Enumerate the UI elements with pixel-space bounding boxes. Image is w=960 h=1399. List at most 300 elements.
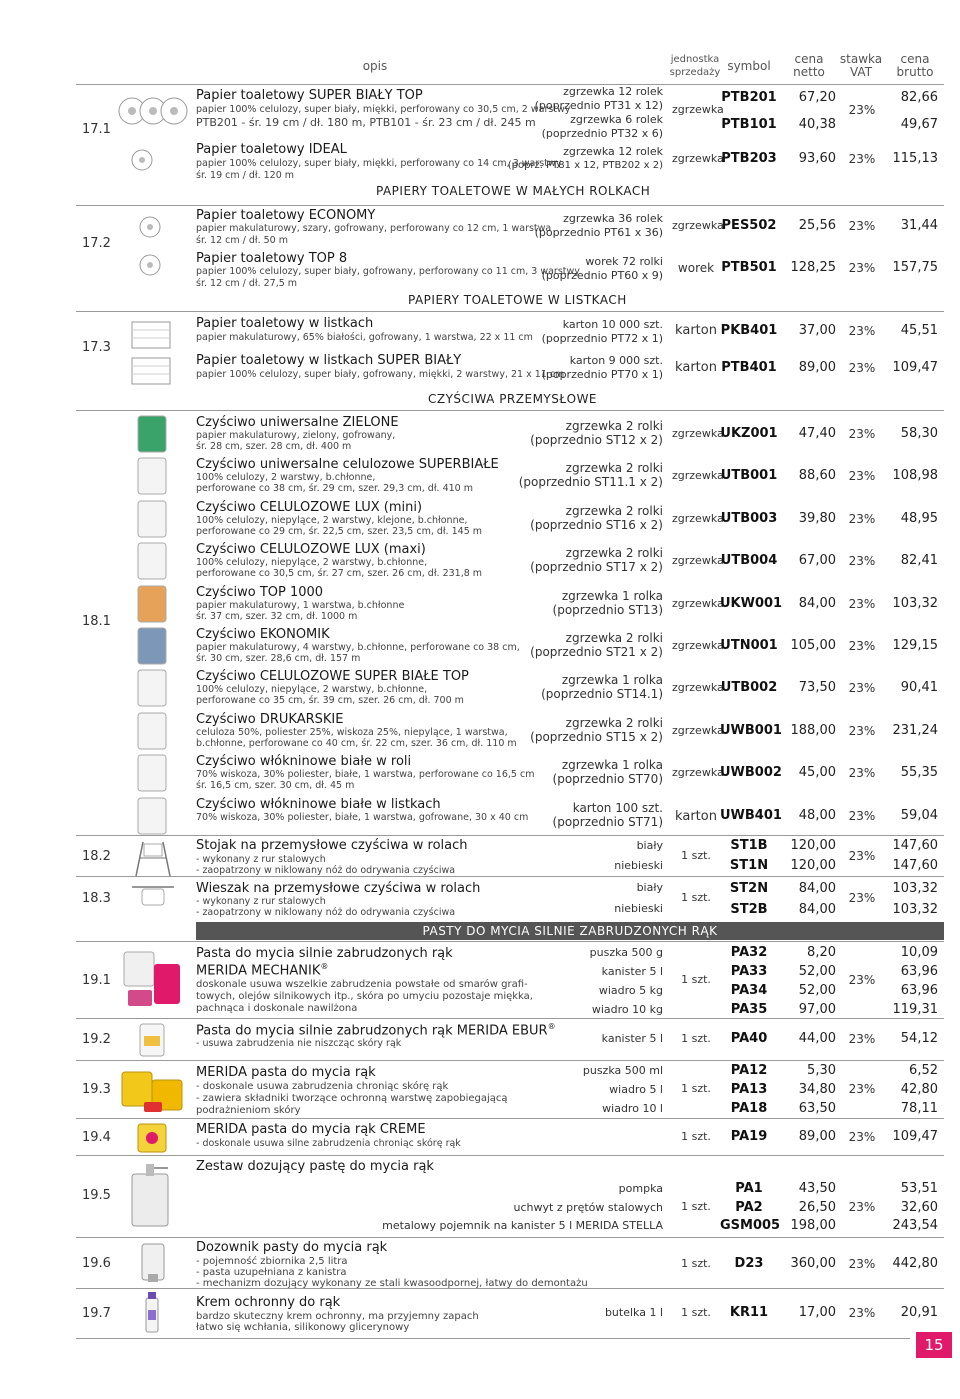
unit: 1 szt. — [681, 891, 711, 904]
product-desc: towych, olejów silnikowych itp., skóra po umyciu pozostaje miękka, — [196, 991, 533, 1002]
separator — [76, 311, 944, 312]
vat-rate: 23% — [848, 1130, 876, 1144]
separator — [76, 1155, 944, 1156]
unit: zgrzewka — [672, 766, 724, 780]
product-title: Czyściwo uniwersalne celulozowe SUPERBIAŁE — [196, 457, 499, 473]
vat-rate: 23% — [848, 808, 876, 823]
category-bar: PASTY DO MYCIA SILNIE ZABRUDZONYCH RĄK — [196, 922, 944, 940]
product-title: Zestaw dozujący pastę do mycia rąk — [196, 1159, 434, 1174]
paste-buckets-image — [118, 1062, 188, 1116]
gross-price: 231,24 — [892, 722, 938, 738]
brand-name: MERIDA MECHANIK — [196, 963, 321, 979]
net-price: 89,00 — [798, 360, 836, 375]
package-info — [535, 85, 663, 141]
section-number: 19.6 — [82, 1256, 111, 1271]
header-vat-line2: VAT — [849, 65, 873, 79]
separator — [76, 1060, 944, 1061]
product-desc: - pasta uzupełniana z kanistra — [196, 1267, 347, 1278]
product-desc: - pojemność zbiornika 2,5 litra — [196, 1256, 348, 1267]
symbol: UWB401 — [720, 807, 782, 823]
unit: 1 szt. — [681, 973, 711, 986]
unit: karton — [675, 808, 717, 824]
net-price: 45,00 — [798, 765, 836, 781]
package-info: wiadro 5 l — [609, 1083, 663, 1096]
unit: zgrzewka — [672, 219, 724, 232]
symbol: ST2B — [730, 902, 768, 917]
gross-price: 10,09 — [900, 945, 938, 960]
vat-rate: 23% — [848, 1257, 876, 1271]
net-price: 43,50 — [798, 1181, 836, 1196]
gross-price: 78,11 — [900, 1101, 938, 1116]
package-info — [553, 758, 663, 786]
gross-price: 103,32 — [892, 595, 938, 611]
section-number: 19.1 — [82, 973, 111, 988]
product-title: Czyściwo włókninowe białe w listkach — [196, 796, 441, 812]
cream-tub-image — [118, 1118, 188, 1158]
header-gross-line2: brutto — [896, 65, 934, 79]
symbol: ST1N — [729, 858, 769, 873]
package-line: zgrzewka 2 rolki — [565, 715, 663, 730]
net-price: 63,50 — [798, 1101, 836, 1116]
title-text: Pasta do mycia silnie zabrudzonych rąk MERIDA EBUR — [196, 1023, 548, 1039]
net-price: 5,30 — [807, 1063, 836, 1078]
gross-price: 147,60 — [892, 858, 938, 873]
package-line: (poprzednio ST12 x 2) — [530, 433, 663, 447]
package-line: (poprzednio ST16 x 2) — [530, 517, 663, 532]
symbol: PA1 — [735, 1181, 763, 1196]
net-price: 105,00 — [790, 638, 836, 653]
package-line: zgrzewka 1 rolka — [561, 673, 663, 688]
package-line: (poprzednio PT32 x 6) — [541, 127, 663, 140]
gross-price: 48,95 — [900, 510, 938, 526]
gross-price: 147,60 — [892, 838, 938, 853]
product-desc: doskonale usuwa wszelkie zabrudzenia powstałe od smarów grafi- — [196, 979, 528, 990]
package-line: (poprzednio ST14.1) — [541, 687, 663, 702]
product-desc: 70% wiskoza, 30% poliester, białe, 1 warstwa, gofrowane, 30 x 40 cm — [196, 811, 529, 823]
net-price: 26,50 — [798, 1200, 836, 1215]
product-desc: papier makulaturowy, 1 warstwa, b.chłonne — [196, 599, 405, 611]
paste-containers-image — [118, 944, 188, 1014]
symbol: PA2 — [735, 1200, 763, 1215]
package-line: (poprzednio ST11.1 x 2) — [518, 475, 663, 490]
vat-rate: 23% — [848, 1306, 876, 1320]
gross-price: 58,30 — [900, 426, 938, 441]
section-number: 17.1 — [82, 122, 111, 137]
product-desc: - doskonale usuwa silne zabrudzenia chroniąc skórę rąk — [196, 1138, 461, 1149]
product-desc: śr. 28 cm, szer. 28 cm, dł. 400 m — [196, 441, 352, 452]
section-number: 17.3 — [82, 340, 111, 355]
package-line: zgrzewka 2 rolki — [565, 503, 663, 518]
color-option: biały — [636, 839, 663, 852]
symbol: PA12 — [730, 1063, 768, 1078]
package-info — [535, 212, 663, 240]
unit: karton — [675, 360, 717, 375]
net-price: 44,00 — [798, 1031, 836, 1046]
header-gross-line1: cena — [900, 52, 930, 66]
gross-price: 109,47 — [892, 1129, 938, 1144]
vat-rate: 23% — [848, 596, 876, 611]
gross-price: 108,98 — [892, 468, 938, 484]
symbol: ST2N — [729, 881, 769, 896]
package-line: (poprzednio PT31 x 12) — [534, 99, 663, 112]
registered-mark: ® — [547, 1022, 556, 1031]
section-number: 17.2 — [82, 236, 111, 251]
unit: zgrzewka — [672, 152, 724, 165]
vat-rate: 23% — [848, 152, 876, 166]
section-number: 19.3 — [82, 1082, 111, 1097]
stand-image — [118, 838, 188, 878]
gross-price: 82,41 — [900, 553, 938, 569]
package-line: worek 72 rolki — [585, 255, 663, 268]
product-desc: - doskonale usuwa zabrudzenia chroniąc skórę rąk — [196, 1081, 449, 1092]
gross-price: 243,54 — [892, 1218, 938, 1233]
package-info: kanister 5 l — [601, 1032, 663, 1045]
gross-price: 129,15 — [892, 638, 938, 653]
separator — [76, 1237, 944, 1238]
package-line: (poprzednio ST15 x 2) — [530, 729, 663, 744]
product-desc: 70% wiskoza, 30% poliester, białe, 1 warstwa, perforowane co 16,5 cm — [196, 769, 535, 781]
product-desc: pachnąca i doskonale nawilżona — [196, 1003, 358, 1014]
package-line: zgrzewka 2 rolki — [565, 546, 663, 561]
symbol: PES502 — [721, 218, 777, 233]
sheet-pack-image — [118, 314, 188, 354]
gross-price: 90,41 — [900, 680, 938, 696]
package-info — [542, 318, 663, 346]
product-desc: śr. 19 cm / dł. 120 m — [196, 170, 295, 181]
package-line: zgrzewka 36 rolek — [563, 212, 663, 225]
package-info: uchwyt z prętów stalowych — [513, 1201, 663, 1214]
category-heading: PAPIERY TOALETOWE W LISTKACH — [408, 293, 627, 307]
product-title-brand — [196, 962, 328, 978]
product-title: Stojak na przemysłowe czyściwa w rolach — [196, 838, 468, 853]
package-info — [530, 546, 663, 574]
product-desc: bardzo skuteczny krem ochronny, ma przyjemny zapach — [196, 1311, 479, 1322]
package-info — [508, 145, 663, 173]
separator — [76, 835, 944, 836]
section-number: 19.2 — [82, 1032, 111, 1047]
symbol: PTB203 — [721, 151, 777, 166]
gross-price: 442,80 — [892, 1256, 938, 1271]
symbol: UTB004 — [720, 553, 778, 569]
symbol: UKW001 — [720, 595, 783, 611]
net-price: 48,00 — [798, 807, 836, 823]
gross-price: 55,35 — [900, 765, 938, 781]
section-number: 18.3 — [82, 891, 111, 906]
sheet-pack-image — [118, 350, 188, 390]
registered-mark: ® — [320, 962, 329, 971]
vat-rate: 23% — [848, 554, 876, 569]
package-info: puszka 500 ml — [582, 1064, 663, 1077]
header-net — [780, 53, 838, 79]
package-line: zgrzewka 2 rolki — [565, 419, 663, 433]
unit: 1 szt. — [681, 1082, 711, 1095]
product-title: Krem ochronny do rąk — [196, 1295, 341, 1310]
package-info: metalowy pojemnik na kanister 5 l MERIDA STELLA — [382, 1219, 663, 1232]
section-number: 19.7 — [82, 1306, 111, 1321]
vat-rate: 23% — [848, 681, 876, 696]
net-price: 40,38 — [798, 117, 836, 132]
wiper-roll-image — [118, 541, 188, 581]
wiper-roll-image — [118, 753, 188, 793]
vat-rate: 23% — [848, 849, 876, 863]
product-desc: śr. 12 cm / dł. 50 m — [196, 235, 288, 246]
vat-rate: 23% — [848, 1032, 876, 1046]
product-desc: - mechanizm dozujący wykonany ze stali kwasoodpornej, łatwy do demontażu — [196, 1278, 588, 1289]
package-line: zgrzewka 2 rolki — [565, 461, 663, 476]
product-title: Papier toaletowy ECONOMY — [196, 208, 376, 223]
product-desc: 100% celulozy, niepylące, 2 warstwy, b.chłonne, — [196, 684, 428, 696]
net-price: 34,80 — [798, 1082, 836, 1097]
vat-rate: 23% — [848, 261, 876, 275]
product-desc: 100% celulozy, 2 warstwy, b.chłonne, — [196, 472, 376, 484]
product-desc: perforowane co 29 cm, śr. 22,5 cm, szer. 23,5 cm, dł. 145 m — [196, 525, 483, 537]
package-info: wiadro 10 l — [602, 1102, 663, 1115]
product-title: MERIDA pasta do mycia rąk — [196, 1065, 376, 1080]
net-price: 39,80 — [798, 510, 836, 526]
header-net-line2: netto — [793, 65, 825, 79]
unit: zgrzewka — [672, 681, 724, 695]
toilet-roll-image — [118, 245, 188, 285]
net-price: 67,20 — [798, 90, 836, 105]
package-line: zgrzewka 12 rolek — [563, 145, 663, 158]
product-desc: śr. 16,5 cm, szer. 30 cm, dł. 45 m — [196, 780, 355, 792]
symbol: PTB401 — [721, 360, 777, 375]
unit: karton — [675, 323, 717, 338]
symbol: PTB201 — [721, 90, 777, 105]
section-number: 18.2 — [82, 849, 111, 864]
vat-rate: 23% — [848, 1200, 876, 1214]
net-price: 84,00 — [798, 902, 836, 917]
product-desc: perforowane co 38 cm, śr. 29 cm, szer. 29,3 cm, dł. 410 m — [196, 483, 473, 495]
separator — [76, 410, 944, 411]
product-title: Czyściwo DRUKARSKIE — [196, 711, 344, 727]
product-desc: papier 100% celulozy, super biały, gofrowany, miękki, 2 warstwy, 21 x 11 cm — [196, 369, 565, 380]
toilet-roll-image — [118, 207, 188, 247]
symbol: PA40 — [730, 1031, 768, 1046]
product-desc: - wykonany z rur stalowych — [196, 896, 326, 907]
package-line: (poprzednio PT60 x 9) — [541, 269, 663, 282]
header-net-line1: cena — [794, 52, 824, 66]
net-price: 37,00 — [798, 323, 836, 338]
package-line: (poprzednio PT72 x 1) — [541, 332, 663, 345]
package-info — [541, 673, 663, 701]
package-info — [530, 716, 663, 744]
net-price: 128,25 — [790, 260, 836, 275]
package-line: karton 10 000 szt. — [562, 318, 663, 331]
gross-price: 31,44 — [900, 218, 938, 233]
symbol: UTB001 — [720, 468, 778, 484]
symbol: GSM005 — [720, 1218, 781, 1233]
product-title — [196, 1022, 556, 1038]
product-desc: - zawiera składniki tworzące ochronną warstwę zapobiegającą — [196, 1093, 508, 1104]
color-option: biały — [636, 881, 663, 894]
vat-rate: 23% — [848, 1082, 876, 1096]
gross-price: 45,51 — [900, 323, 938, 338]
net-price: 73,50 — [798, 680, 836, 696]
net-price: 97,00 — [798, 1002, 836, 1017]
product-title: Czyściwo CELULOZOWE SUPER BIAŁE TOP — [196, 669, 469, 685]
product-desc: papier 100% celulozy, super biały, gofrowany, perforowany co 11 cm, 3 warstwy — [196, 266, 580, 277]
package-info — [530, 419, 663, 447]
vat-rate: 23% — [848, 723, 876, 738]
unit: zgrzewka — [672, 511, 724, 525]
symbol: PKB401 — [720, 323, 778, 338]
product-desc: b.chłonne, perforowane co 40 cm, śr. 22 cm, szer. 36 cm, dł. 110 m — [196, 737, 517, 749]
gross-price: 59,04 — [900, 807, 938, 823]
package-info — [530, 504, 663, 532]
package-info — [530, 631, 663, 659]
package-line: zgrzewka 2 rolki — [565, 631, 663, 645]
category-heading: PAPIERY TOALETOWE W MAŁYCH ROLKACH — [376, 184, 651, 198]
product-desc: papier 100% celulozy, super biały, miękki, perforowany co 14 cm, 3 warstwy — [196, 158, 562, 169]
unit: 1 szt. — [681, 1257, 711, 1270]
symbol: KR11 — [729, 1305, 769, 1320]
product-desc: papier makulaturowy, szary, gofrowany, perforowany co 12 cm, 1 warstwa — [196, 223, 552, 234]
gross-price: 109,47 — [892, 360, 938, 375]
product-title: Czyściwo EKONOMIK — [196, 627, 330, 642]
package-info — [542, 255, 663, 283]
package-info: butelka 1 l — [604, 1306, 663, 1319]
header-vat — [838, 53, 884, 79]
wiper-roll-image — [118, 626, 188, 666]
product-desc: śr. 37 cm, szer. 32 cm, dł. 1000 m — [196, 610, 358, 622]
package-info: puszka 500 g — [589, 946, 663, 959]
product-title: Papier toaletowy TOP 8 — [196, 251, 348, 266]
product-desc: podrażnieniom skóry — [196, 1105, 301, 1116]
category-heading: CZYŚCIWA PRZEMYSŁOWE — [428, 392, 598, 406]
vat-rate: 23% — [848, 973, 876, 987]
page-number: 15 — [916, 1332, 952, 1358]
header-gross — [886, 53, 944, 79]
package-line: karton 9 000 szt. — [569, 354, 663, 367]
wiper-roll-image — [118, 668, 188, 708]
net-price: 84,00 — [798, 595, 836, 611]
net-price: 84,00 — [798, 881, 836, 896]
symbol: PA35 — [730, 1002, 768, 1017]
symbol: UWB002 — [720, 765, 782, 781]
net-price: 188,00 — [790, 722, 836, 738]
wiper-roll-image — [118, 796, 188, 836]
net-price: 120,00 — [790, 858, 836, 873]
section-number: 19.4 — [82, 1130, 111, 1145]
product-title: Czyściwo uniwersalne ZIELONE — [196, 415, 399, 430]
product-title: Czyściwo TOP 1000 — [196, 584, 324, 600]
package-line: (poprz. PT81 x 12, PTB202 x 2) — [507, 160, 663, 171]
net-price: 89,00 — [798, 1129, 836, 1144]
vat-rate: 23% — [848, 891, 876, 905]
unit: 1 szt. — [681, 1032, 711, 1045]
separator — [76, 84, 944, 85]
cream-bottle-image — [118, 1290, 188, 1336]
product-title: Dozownik pasty do mycia rąk — [196, 1240, 388, 1255]
package-line: zgrzewka 1 rolka — [561, 588, 663, 603]
package-info: pompka — [618, 1182, 663, 1195]
product-title: Papier toaletowy w listkach SUPER BIAŁY — [196, 353, 462, 368]
product-desc: - wykonany z rur stalowych — [196, 854, 326, 865]
symbol: PTB101 — [721, 117, 777, 132]
toilet-roll-image — [118, 88, 188, 134]
symbol: UTB002 — [720, 680, 778, 696]
wiper-roll-image — [118, 414, 188, 454]
net-price: 88,60 — [798, 468, 836, 484]
dispenser-set-image — [118, 1160, 188, 1234]
symbol: PA33 — [730, 964, 768, 979]
separator — [76, 1018, 944, 1019]
product-desc: 100% celulozy, niepylące, 2 warstwy, b.chłonne, — [196, 557, 428, 569]
net-price: 25,56 — [798, 218, 836, 233]
gross-price: 6,52 — [909, 1063, 938, 1078]
unit: zgrzewka — [672, 723, 724, 737]
gross-price: 63,96 — [900, 964, 938, 979]
color-option: niebieski — [614, 859, 663, 872]
product-desc: łatwo się wchłania, silikonowy glicerynowy — [196, 1322, 410, 1333]
package-line: (poprzednio PT70 x 1) — [541, 368, 663, 381]
gross-price: 82,66 — [900, 90, 938, 105]
unit: zgrzewka — [672, 469, 724, 483]
net-price: 52,00 — [798, 983, 836, 998]
symbol: UWB001 — [720, 722, 782, 738]
product-desc: papier makulaturowy, zielony, gofrowany, — [196, 430, 396, 441]
product-desc: - zaopatrzony w niklowany nóż do odrywania czyściwa — [196, 907, 456, 918]
unit: zgrzewka — [672, 427, 724, 440]
package-line: (poprzednio ST13) — [552, 602, 663, 617]
net-price: 360,00 — [790, 1256, 836, 1271]
gross-price: 103,32 — [892, 902, 938, 917]
color-option: niebieski — [614, 902, 663, 915]
symbol: UTB003 — [720, 510, 778, 526]
vat-rate: 23% — [848, 219, 876, 233]
net-price: 198,00 — [790, 1218, 836, 1233]
product-title: Papier toaletowy IDEAL — [196, 142, 347, 157]
vat-rate: 23% — [848, 324, 876, 338]
product-title: Papier toaletowy SUPER BIAŁY TOP — [196, 88, 423, 103]
unit: 1 szt. — [681, 1306, 711, 1319]
package-info — [542, 354, 663, 382]
symbol: PA18 — [730, 1101, 768, 1116]
product-desc: śr. 12 cm / dł. 27,5 m — [196, 278, 298, 289]
product-desc: papier makulaturowy, 4 warstwy, b.chłonne, perforowane co 38 cm, — [196, 642, 520, 653]
holder-image — [118, 879, 188, 919]
unit: zgrzewka — [672, 554, 724, 568]
section-number: 19.5 — [82, 1188, 111, 1203]
package-info: kanister 5 l — [601, 965, 663, 978]
product-desc: celuloza 50%, poliester 25%, wiskoza 25%, niepylące, 1 warstwa, — [196, 726, 508, 738]
header-vat-line1: stawka — [839, 52, 883, 66]
product-title: Czyściwo CELULOZOWE LUX (mini) — [196, 499, 423, 515]
package-info — [519, 461, 663, 489]
package-line: (poprzednio PT61 x 36) — [534, 226, 663, 239]
symbol: PA32 — [730, 945, 768, 960]
separator — [76, 876, 944, 877]
gross-price: 49,67 — [900, 117, 938, 132]
package-line: (poprzednio ST70) — [552, 772, 663, 787]
header-unit — [666, 53, 724, 79]
gross-price: 63,96 — [900, 983, 938, 998]
section-number: 18.1 — [82, 614, 111, 629]
symbol: PA13 — [730, 1082, 768, 1097]
wiper-roll-image — [118, 499, 188, 539]
separator — [76, 1338, 910, 1339]
gross-price: 32,60 — [900, 1200, 938, 1215]
product-title: Pasta do mycia silnie zabrudzonych rąk — [196, 946, 453, 961]
product-title: Czyściwo włókninowe białe w roli — [196, 754, 412, 770]
unit: 1 szt. — [681, 1200, 711, 1213]
unit: zgrzewka — [672, 596, 724, 610]
vat-rate: 23% — [848, 639, 876, 653]
package-line: (poprzednio ST21 x 2) — [530, 645, 663, 659]
header-unit-line1: jednostka — [670, 54, 720, 65]
product-desc: 100% celulozy, niepylące, 2 warstwy, klejone, b.chłonne, — [196, 514, 468, 526]
